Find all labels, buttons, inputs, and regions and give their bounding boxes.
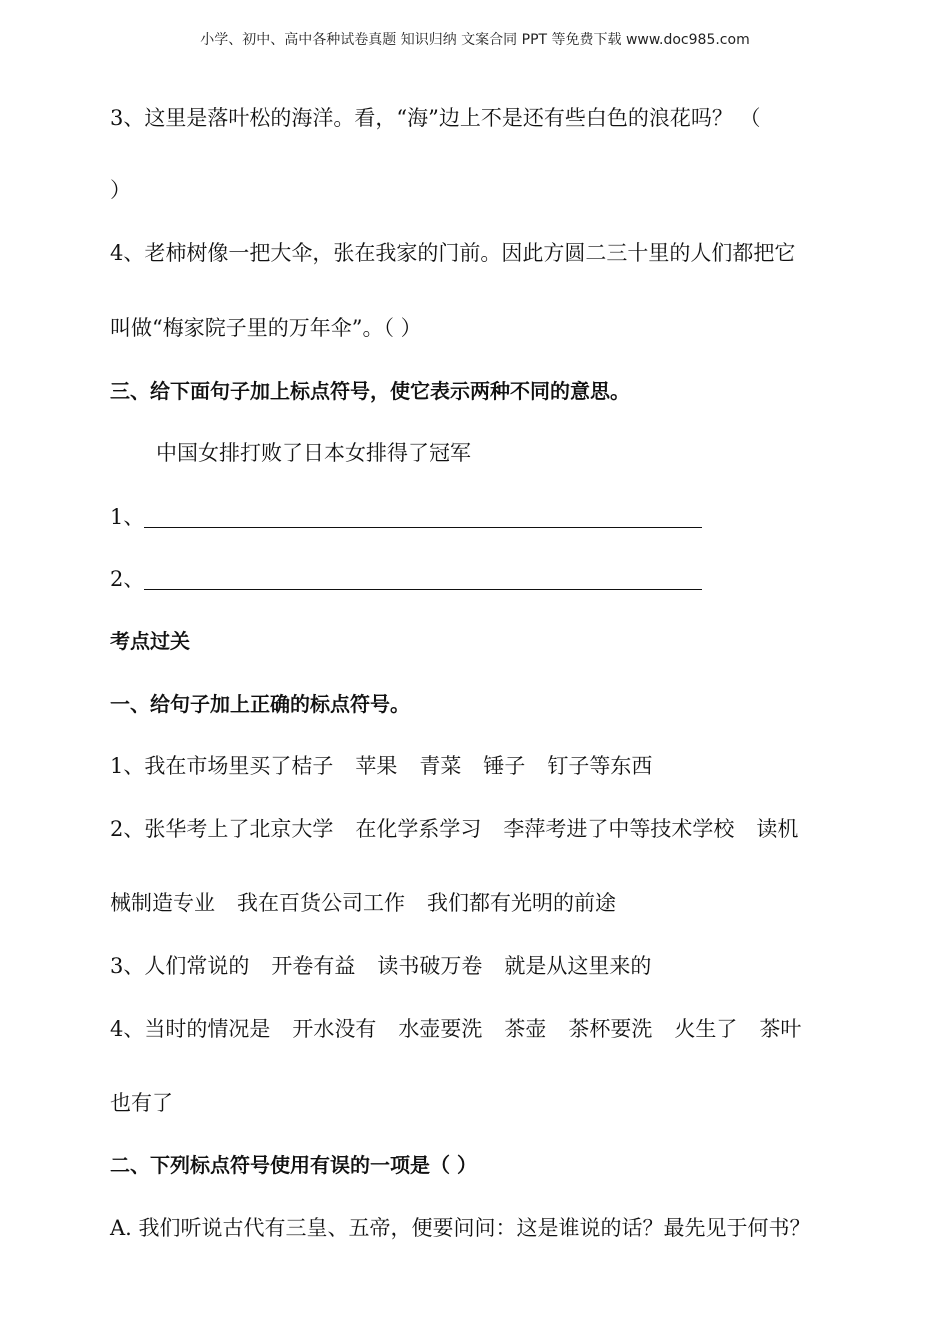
segment: 茶壶 [504,1017,547,1041]
option-a: A. 我们听说古代有三皇、五帝，便要问问：这是谁说的话？最先见于何书？ [110,1216,811,1240]
segment: 钉子等东西 [547,754,653,778]
part-2-title: 二、下列标点符号使用有误的一项是（ ） [110,1153,477,1177]
segment: 3、人们常说的 [110,954,250,978]
answer-blank-1-label: 1、 [110,505,145,529]
segment: 青菜 [419,754,462,778]
segment: 读机 [756,817,799,841]
kaodian-title: 考点过关 [110,629,190,653]
answer-blank-1-line[interactable] [144,509,702,528]
answer-blank-2-line[interactable] [144,571,702,590]
segment: 就是从这里来的 [504,954,652,978]
segment: 苹果 [355,754,398,778]
segment: 开卷有益 [271,954,356,978]
section-3-sentence: 中国女排打败了日本女排得了冠军 [156,441,471,465]
answer-blank-1 [110,507,702,528]
segment: 我们都有光明的前途 [427,891,616,915]
segment: 李萍考进了中等技术学校 [503,817,735,841]
question-3-line-2: ） [110,178,131,202]
answer-blank-2-label: 2、 [110,567,145,591]
part-1-question-2-line-2 [110,893,616,914]
segment: 开水没有 [292,1017,377,1041]
question-4-line-2: 叫做“梅家院子里的万年伞”。（ ） [110,316,422,340]
segment: 械制造专业 [110,891,215,915]
segment: 茶叶 [759,1017,802,1041]
answer-blank-2 [110,569,702,590]
question-4-line-1: 4、老柿树像一把大伞，张在我家的门前。因此方圆二三十里的人们都把它 [110,241,796,265]
page-header: 小学、初中、高中各种试卷真题 知识归纳 文案合同 PPT 等免费下载 www.doc985.com [200,32,750,48]
segment: 锤子 [483,754,526,778]
segment: 火生了 [674,1017,738,1041]
part-1-question-3 [110,956,651,977]
segment: 茶杯要洗 [568,1017,653,1041]
segment: 4、当时的情况是 [110,1017,271,1041]
part-1-title: 一、给句子加上正确的标点符号。 [110,692,410,716]
segment: 1、我在市场里买了桔子 [110,754,334,778]
segment: 水壶要洗 [398,1017,483,1041]
part-1-question-2-line-1 [110,819,798,840]
part-1-question-4-line-1 [110,1019,801,1040]
question-3-line-1: 3、这里是落叶松的海洋。看，“海”边上不是还有些白色的浪花吗？ （ [110,106,761,130]
segment: 在化学系学习 [355,817,482,841]
segment: 读书破万卷 [377,954,483,978]
segment: 我在百货公司工作 [237,891,405,915]
section-3-title: 三、给下面句子加上标点符号，使它表示两种不同的意思。 [110,379,630,403]
segment: 2、张华考上了北京大学 [110,817,334,841]
part-1-question-1 [110,756,652,777]
part-1-question-4-line-2: 也有了 [110,1091,173,1115]
